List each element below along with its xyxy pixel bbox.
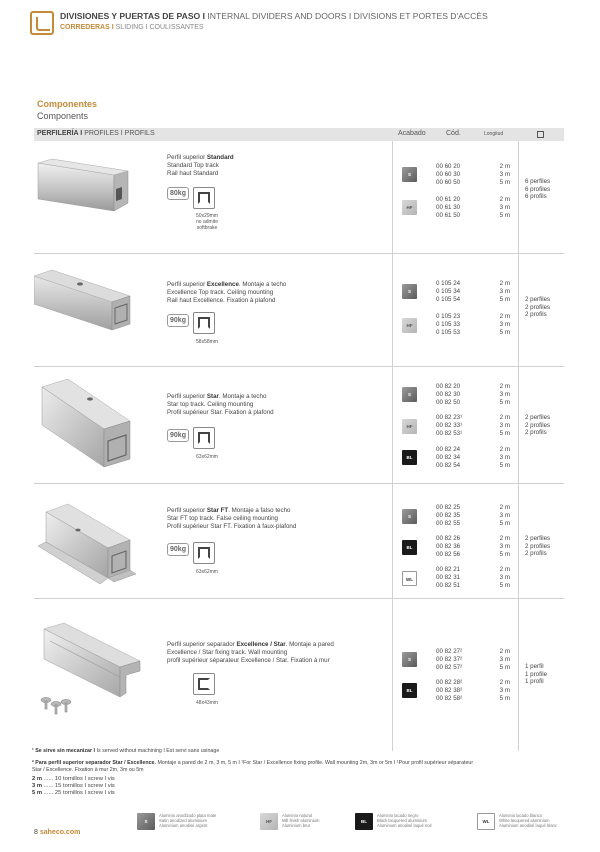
desc-line-en: Star top track. Ceiling mounting — [167, 401, 254, 408]
length-value: 2 m — [499, 535, 510, 542]
profile-section-icon — [193, 187, 215, 209]
desc-text: . Montaje a falso techo — [228, 507, 291, 514]
product-code: 00 82 56 — [436, 551, 461, 558]
finish-swatch-hf: HF — [402, 200, 417, 215]
product-code: 00 82 25 — [436, 504, 461, 511]
table-header-length: Longitud — [484, 131, 504, 137]
product-code: 0 105 24 — [436, 280, 461, 287]
desc-text: Perfil superior — [167, 507, 207, 514]
product-description — [167, 154, 234, 178]
code-group — [436, 679, 462, 703]
legend-text — [377, 813, 432, 828]
profile-section-icon — [193, 542, 215, 564]
desc-line-en: Excellence / Star fixing track. Wall mounting — [167, 649, 288, 656]
table-header — [34, 128, 564, 141]
profile-dimensions — [187, 213, 227, 231]
screw-count: ...... 25 tornillos I screw I vis — [43, 790, 115, 796]
profile-dimensions — [187, 569, 227, 575]
length-value: 2 m — [499, 504, 510, 511]
length-value: 3 m — [499, 321, 510, 328]
length-value: 5 m — [499, 399, 510, 406]
length-value: 5 m — [499, 430, 510, 437]
product-code: 00 82 31 — [436, 574, 461, 581]
length-group — [490, 196, 510, 220]
pack-line: 2 perfiles — [525, 296, 551, 303]
length-value: 2 m — [499, 446, 510, 453]
product-description — [167, 281, 286, 305]
pack-quantity — [525, 296, 550, 319]
finish-swatch-bl: BL — [402, 540, 417, 555]
product-code: 0 105 53 — [436, 329, 461, 336]
section-title: Componentes — [37, 99, 98, 109]
code-group — [436, 414, 462, 438]
legend-line: Aluminio anodizado plata mate — [159, 813, 217, 818]
dim-line: 63x62mm — [196, 454, 218, 460]
header-subtitle-rest: SLIDING I COULISSANTES — [115, 24, 204, 31]
dim-line: 48x43mm — [196, 700, 218, 706]
code-group — [436, 280, 460, 304]
product-code: 00 82 35 — [436, 512, 461, 519]
product-code: 00 82 30 — [436, 391, 461, 398]
product-code: 00 82 28² — [436, 679, 463, 686]
desc-line-en: Excellence Top track. Ceiling mounting — [167, 289, 274, 296]
table-row — [34, 484, 564, 598]
brand-logo-icon — [30, 11, 54, 35]
code-group — [436, 446, 460, 470]
table-header-profiles-bold: PERFILERÍA I — [37, 130, 83, 137]
pack-line: 6 profils — [525, 193, 547, 200]
table-header-profiles-rest: PROFILES I PROFILS — [84, 130, 155, 137]
desc-text: . Montaje a techo — [238, 281, 287, 288]
finish-swatch-wl: WL — [402, 571, 417, 586]
screw-length: 3 m — [32, 783, 42, 789]
desc-product-name: Star FT — [206, 507, 229, 514]
finish-swatch-s: S — [402, 652, 417, 667]
pack-line: 1 perfil — [525, 663, 544, 670]
desc-line-fr: Rail haut Excellence. Fixation à plafond — [167, 297, 276, 304]
product-code: 00 82 54 — [436, 462, 461, 469]
product-code: 00 82 20 — [436, 383, 461, 390]
pack-line: 2 profils — [525, 429, 547, 436]
length-value: 2 m — [499, 196, 510, 203]
product-description — [167, 393, 274, 417]
pack-line: 2 profils — [525, 550, 547, 557]
length-group — [490, 383, 510, 407]
load-capacity-badge: 90kg — [167, 429, 189, 442]
desc-line-fr: Profil supérieur Star FT. Fixation à faux-plafond — [167, 523, 297, 530]
finish-swatch-hf: HF — [402, 318, 417, 333]
pack-line: 2 perfiles — [525, 535, 551, 542]
footnote-2 — [32, 760, 572, 767]
length-value: 2 m — [499, 383, 510, 390]
product-code: 0 105 23 — [436, 313, 461, 320]
desc-product-name: Excellence — [206, 281, 239, 288]
length-value: 5 m — [499, 695, 510, 702]
table-header-code: Cód. — [446, 130, 461, 137]
load-capacity-badge: 80kg — [167, 187, 189, 200]
product-code: 00 82 36 — [436, 543, 461, 550]
product-description — [167, 507, 296, 531]
header-title — [60, 11, 488, 21]
pack-line: 6 profiles — [525, 185, 551, 193]
legend-swatch: WL — [477, 813, 495, 830]
excellence-track-image — [34, 264, 134, 344]
page-header — [30, 9, 590, 39]
finish-swatch-s: S — [402, 387, 417, 402]
code-group — [436, 383, 460, 407]
desc-line-en: Standard Top track — [167, 162, 219, 169]
footnote-2-mid: Montaje a pared de 2 m, 3 m, 5 m I — [157, 760, 240, 766]
finish-swatch-bl: BL — [402, 450, 417, 465]
length-group — [490, 679, 510, 703]
pack-line: 2 profiles — [525, 542, 551, 550]
product-code: 0 105 54 — [436, 296, 461, 303]
dim-line: 58x58mm — [196, 339, 218, 345]
legend-line: Aluminio lacado blanco — [499, 813, 543, 818]
length-value: 3 m — [499, 171, 510, 178]
length-value: 2 m — [499, 648, 510, 655]
length-value: 3 m — [499, 574, 510, 581]
length-value: 2 m — [499, 313, 510, 320]
desc-line-fr: profil supérieur séparateur Excellence / Star. Fixation à mur — [167, 657, 330, 664]
table-row — [34, 367, 564, 483]
legend-line: Aluminio lacado negro — [377, 813, 419, 818]
pack-quantity — [525, 414, 550, 437]
code-group — [436, 566, 460, 590]
header-subtitle-bold: CORREDERAS I — [60, 24, 114, 31]
dim-line: 50x29mm — [196, 213, 218, 219]
length-value: 5 m — [499, 296, 510, 303]
star-ft-track-image — [36, 494, 136, 589]
table-header-finish: Acabado — [398, 130, 426, 137]
dim-line: no admite — [196, 219, 218, 225]
product-code: 00 82 50 — [436, 399, 461, 406]
product-code: 00 82 38² — [436, 687, 463, 694]
length-value: 3 m — [499, 422, 510, 429]
product-code: 00 61 30 — [436, 204, 461, 211]
length-value: 5 m — [499, 664, 510, 671]
screws-image — [38, 695, 74, 719]
product-code: 00 61 20 — [436, 196, 461, 203]
profile-section-icon — [193, 673, 215, 695]
product-code: 00 82 21 — [436, 566, 461, 573]
code-group — [436, 163, 460, 187]
length-group — [490, 535, 510, 559]
desc-line-fr: Rail haut Standard — [167, 170, 219, 177]
length-group — [490, 163, 510, 187]
desc-text: . Montaje a techo — [218, 393, 267, 400]
pack-line: 1 profile — [525, 670, 548, 678]
load-capacity-badge: 90kg — [167, 543, 189, 556]
length-value: 2 m — [499, 566, 510, 573]
legend-text — [282, 813, 319, 828]
product-code: 00 82 37² — [436, 656, 463, 663]
pack-quantity — [525, 178, 550, 201]
legend-text — [159, 813, 216, 828]
header-subtitle — [60, 24, 204, 31]
desc-product-name: Standard — [206, 154, 234, 161]
pack-quantity — [525, 663, 547, 686]
length-group — [490, 414, 510, 438]
page-number: 8 — [34, 829, 38, 836]
product-code: 00 82 33¹ — [436, 422, 463, 429]
profile-section-icon — [193, 312, 215, 334]
desc-text: Perfil superior — [167, 281, 207, 288]
header-title-rest: INTERNAL DIVIDERS AND DOORS I DIVISIONS ET PORTES D'ACCÈS — [207, 11, 488, 21]
length-value: 3 m — [499, 288, 510, 295]
desc-line-es — [167, 281, 286, 289]
pack-line: 2 perfiles — [525, 414, 551, 421]
table-header-profiles — [37, 130, 155, 137]
legend-swatch: BL — [355, 813, 373, 830]
load-capacity-badge: 90kg — [167, 314, 189, 327]
length-value: 2 m — [499, 414, 510, 421]
product-description — [167, 641, 334, 665]
legend-line: Aluminium brut — [282, 823, 310, 828]
footnote-2-line2: Star / Excellence. Fixation à mur 2m, 3m ou 5m — [32, 767, 144, 773]
pack-quantity — [525, 535, 550, 558]
legend-swatch: S — [137, 813, 155, 830]
legend-line: Satin anodized aluminium — [159, 818, 207, 823]
product-code: 00 82 27² — [436, 648, 463, 655]
pack-line: 2 profiles — [525, 421, 551, 429]
desc-line-es — [167, 507, 296, 515]
legend-line: White lacquered aluminium — [499, 818, 550, 823]
desc-line-es — [167, 154, 234, 162]
table-row — [34, 141, 564, 253]
product-code: 00 61 50 — [436, 212, 461, 219]
product-code: 00 60 20 — [436, 163, 461, 170]
screw-count: ...... 10 tornillos I screw I vis — [43, 776, 115, 782]
length-value: 2 m — [499, 280, 510, 287]
desc-line-es — [167, 641, 334, 649]
footnote-1 — [32, 748, 572, 755]
footnote-2-bold: ² Para perfil superior separador Star / Excellence. — [32, 760, 156, 766]
product-code: 00 82 26 — [436, 535, 461, 542]
length-value: 5 m — [499, 551, 510, 558]
length-value: 5 m — [499, 462, 510, 469]
footnote-2-text: ¹For Star / Excellence fixing profile. Wall mounting 2m, 3m or 5m I ¹Pour profil supérieur séparateur — [241, 760, 474, 766]
star-track-image — [38, 375, 134, 473]
profile-section-icon — [193, 427, 215, 449]
length-group — [490, 313, 510, 337]
length-value: 3 m — [499, 454, 510, 461]
length-value: 2 m — [499, 163, 510, 170]
product-code: 0 105 33 — [436, 321, 461, 328]
page-footer — [34, 829, 80, 836]
screw-list — [32, 776, 572, 797]
length-group — [490, 280, 510, 304]
desc-line-en: Star FT top track. False ceiling mounting — [167, 515, 278, 522]
legend-line: Aluminium anodisé argent — [159, 823, 208, 828]
code-group — [436, 313, 460, 337]
screw-item — [32, 783, 572, 790]
desc-text: . Montaje a pared — [285, 641, 334, 648]
legend-line: Aluminium anodisé laqué blanc — [499, 823, 557, 828]
finish-swatch-hf: HF — [402, 419, 417, 434]
finish-swatch-s: S — [402, 284, 417, 299]
desc-product-name: Star — [206, 393, 219, 400]
length-value: 3 m — [499, 656, 510, 663]
finish-swatch-s: S — [402, 167, 417, 182]
code-group — [436, 504, 460, 528]
product-code: 0 105 34 — [436, 288, 461, 295]
length-group — [490, 504, 510, 528]
product-code: 00 60 50 — [436, 179, 461, 186]
screw-item — [32, 790, 572, 797]
header-title-bold: DIVISIONES Y PUERTAS DE PASO I — [60, 11, 206, 21]
length-value: 3 m — [499, 204, 510, 211]
pack-line: 2 profiles — [525, 303, 551, 311]
product-code: 00 82 58² — [436, 695, 463, 702]
length-value: 5 m — [499, 212, 510, 219]
screw-length: 5 m — [32, 790, 42, 796]
table-row — [34, 254, 564, 366]
standard-track-image — [36, 155, 132, 225]
desc-text: Perfil superior — [167, 154, 207, 161]
product-code: 00 82 23¹ — [436, 414, 463, 421]
finish-swatch-bl: BL — [402, 683, 417, 698]
legend-line: Black lacquered aluminium — [377, 818, 428, 823]
legend-line: Mill finish aluminium — [282, 818, 320, 823]
table-row — [34, 599, 564, 741]
length-value: 3 m — [499, 543, 510, 550]
length-value: 3 m — [499, 512, 510, 519]
code-group — [436, 648, 462, 672]
profile-dimensions — [187, 339, 227, 345]
product-code: 00 60 30 — [436, 171, 461, 178]
pack-line: 2 profils — [525, 311, 547, 318]
package-icon — [537, 131, 544, 138]
desc-text: Perfil superior separador — [167, 641, 237, 648]
product-code: 00 82 34 — [436, 454, 461, 461]
product-code: 00 82 57² — [436, 664, 463, 671]
finish-swatch-s: S — [402, 509, 417, 524]
screw-length: 2 m — [32, 776, 42, 782]
product-code: 00 82 53¹ — [436, 430, 463, 437]
dim-line: softbrake — [196, 225, 218, 231]
length-group — [490, 566, 510, 590]
profile-dimensions — [187, 700, 227, 706]
separator-track-image — [40, 621, 144, 701]
length-value: 5 m — [499, 582, 510, 589]
length-value: 5 m — [499, 520, 510, 527]
profile-dimensions — [187, 454, 227, 460]
legend-line: Aluminio natural — [282, 813, 313, 818]
footnote-1-text: Is served without machining I Est servi sans usinage — [96, 748, 220, 754]
product-code: 00 82 24 — [436, 446, 461, 453]
legend-line: Aluminium anodisé laqué noir — [377, 823, 432, 828]
length-value: 3 m — [499, 687, 510, 694]
length-value: 5 m — [499, 329, 510, 336]
footnote-1-bold: ¹ Se sirve sin mecanizar I — [32, 748, 96, 754]
screw-count: ...... 15 tornillos I screw I vis — [43, 783, 115, 789]
desc-product-name: Excellence / Star — [236, 641, 286, 648]
pack-line: 6 perfiles — [525, 178, 551, 185]
code-group — [436, 196, 460, 220]
dim-line: 63x62mm — [196, 569, 218, 575]
footnotes — [32, 748, 572, 797]
desc-text: Perfil superior — [167, 393, 207, 400]
length-value: 3 m — [499, 391, 510, 398]
length-value: 2 m — [499, 679, 510, 686]
product-code: 00 82 51 — [436, 582, 461, 589]
length-group — [490, 446, 510, 470]
section-subtitle: Components — [37, 111, 89, 121]
length-group — [490, 648, 510, 672]
desc-line-fr: Profil supérieur Star. Fixation à plafond — [167, 409, 274, 416]
desc-line-es — [167, 393, 274, 401]
site-url[interactable]: saheco.com — [39, 829, 81, 836]
legend-text — [499, 813, 557, 828]
length-value: 5 m — [499, 179, 510, 186]
pack-line: 1 profil — [525, 678, 544, 685]
code-group — [436, 535, 460, 559]
legend-swatch: HF — [260, 813, 278, 830]
product-code: 00 82 55 — [436, 520, 461, 527]
screw-item — [32, 776, 572, 783]
